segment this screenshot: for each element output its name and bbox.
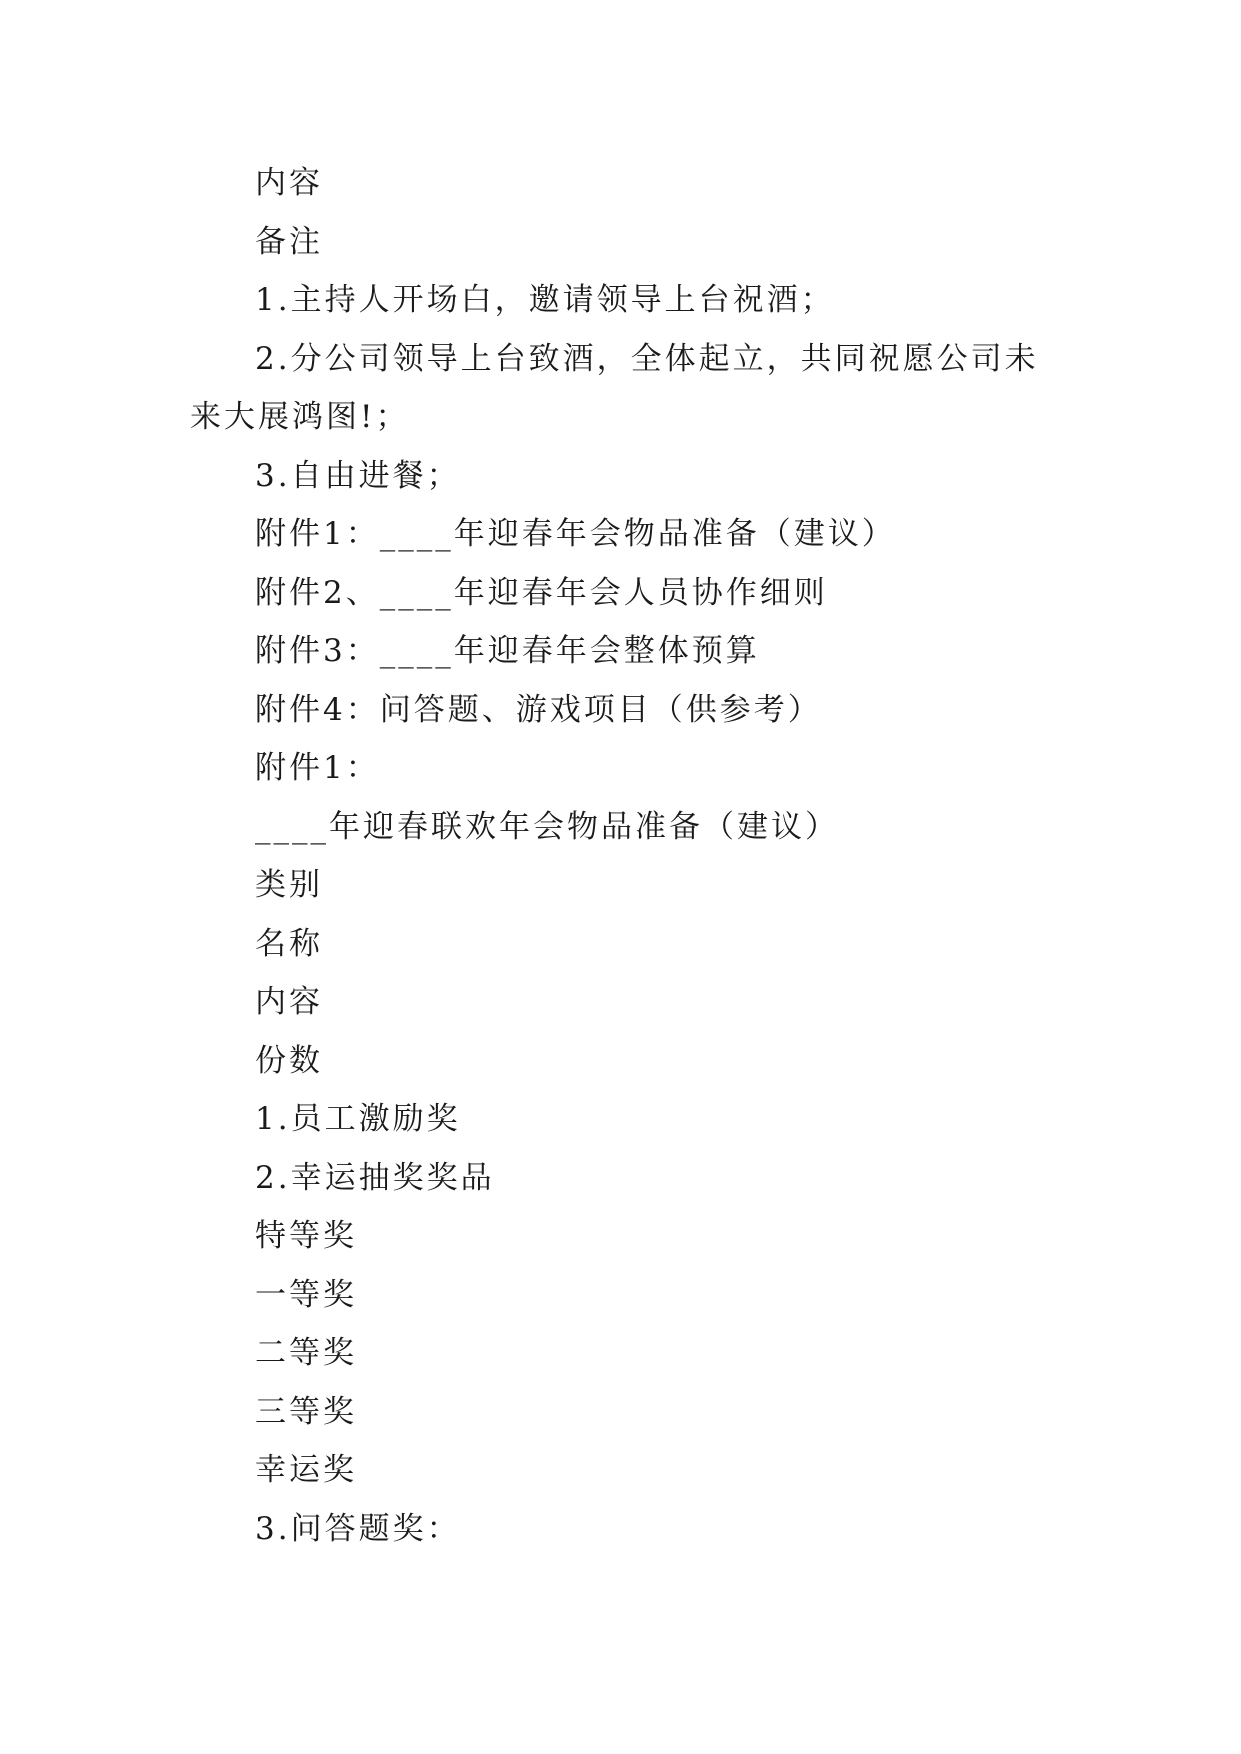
paragraph-attachment-1: 附件1：____年迎春年会物品准备（建议） <box>255 516 896 552</box>
paragraph-third-prize: 三等奖 <box>255 1393 357 1430</box>
paragraph-second-prize: 二等奖 <box>255 1335 357 1371</box>
paragraph-item-1: 1.员工激励奖 <box>255 1101 461 1137</box>
paragraph-attachment-3: 附件3：____年迎春年会整体预算 <box>255 633 760 669</box>
paragraph-name-header: 名称 <box>255 925 323 962</box>
paragraph-step-3: 3.自由进餐； <box>255 457 461 494</box>
paragraph-item-3: 3.问答题奖： <box>255 1510 461 1547</box>
paragraph-content-header-2: 内容 <box>255 984 323 1020</box>
paragraph-grand-prize: 特等奖 <box>255 1218 357 1254</box>
paragraph-attachment-2: 附件2、____年迎春年会人员协作细则 <box>255 574 828 611</box>
paragraph-step-1: 1.主持人开场白，邀请领导上台祝酒； <box>255 282 835 318</box>
paragraph-lucky-prize: 幸运奖 <box>255 1452 357 1488</box>
document-body <box>190 154 1060 1558</box>
paragraph-attachment-1-heading: 附件1： <box>255 750 380 786</box>
paragraph-attachment-4: 附件4：问答题、游戏项目（供参考） <box>255 691 822 728</box>
paragraph-remarks-header: 备注 <box>255 223 323 260</box>
paragraph-item-2: 2.幸运抽奖奖品 <box>255 1159 495 1196</box>
paragraph-step-2: 2.分公司领导上台致酒，全体起立，共同祝愿公司未来大展鸿图!； <box>190 340 1039 435</box>
paragraph-content-header: 内容 <box>255 165 323 201</box>
paragraph-category-header: 类别 <box>255 867 323 903</box>
paragraph-first-prize: 一等奖 <box>255 1276 357 1313</box>
paragraph-quantity-header: 份数 <box>255 1042 323 1079</box>
paragraph-attachment-1-title: ____年迎春联欢年会物品准备（建议） <box>255 808 839 845</box>
